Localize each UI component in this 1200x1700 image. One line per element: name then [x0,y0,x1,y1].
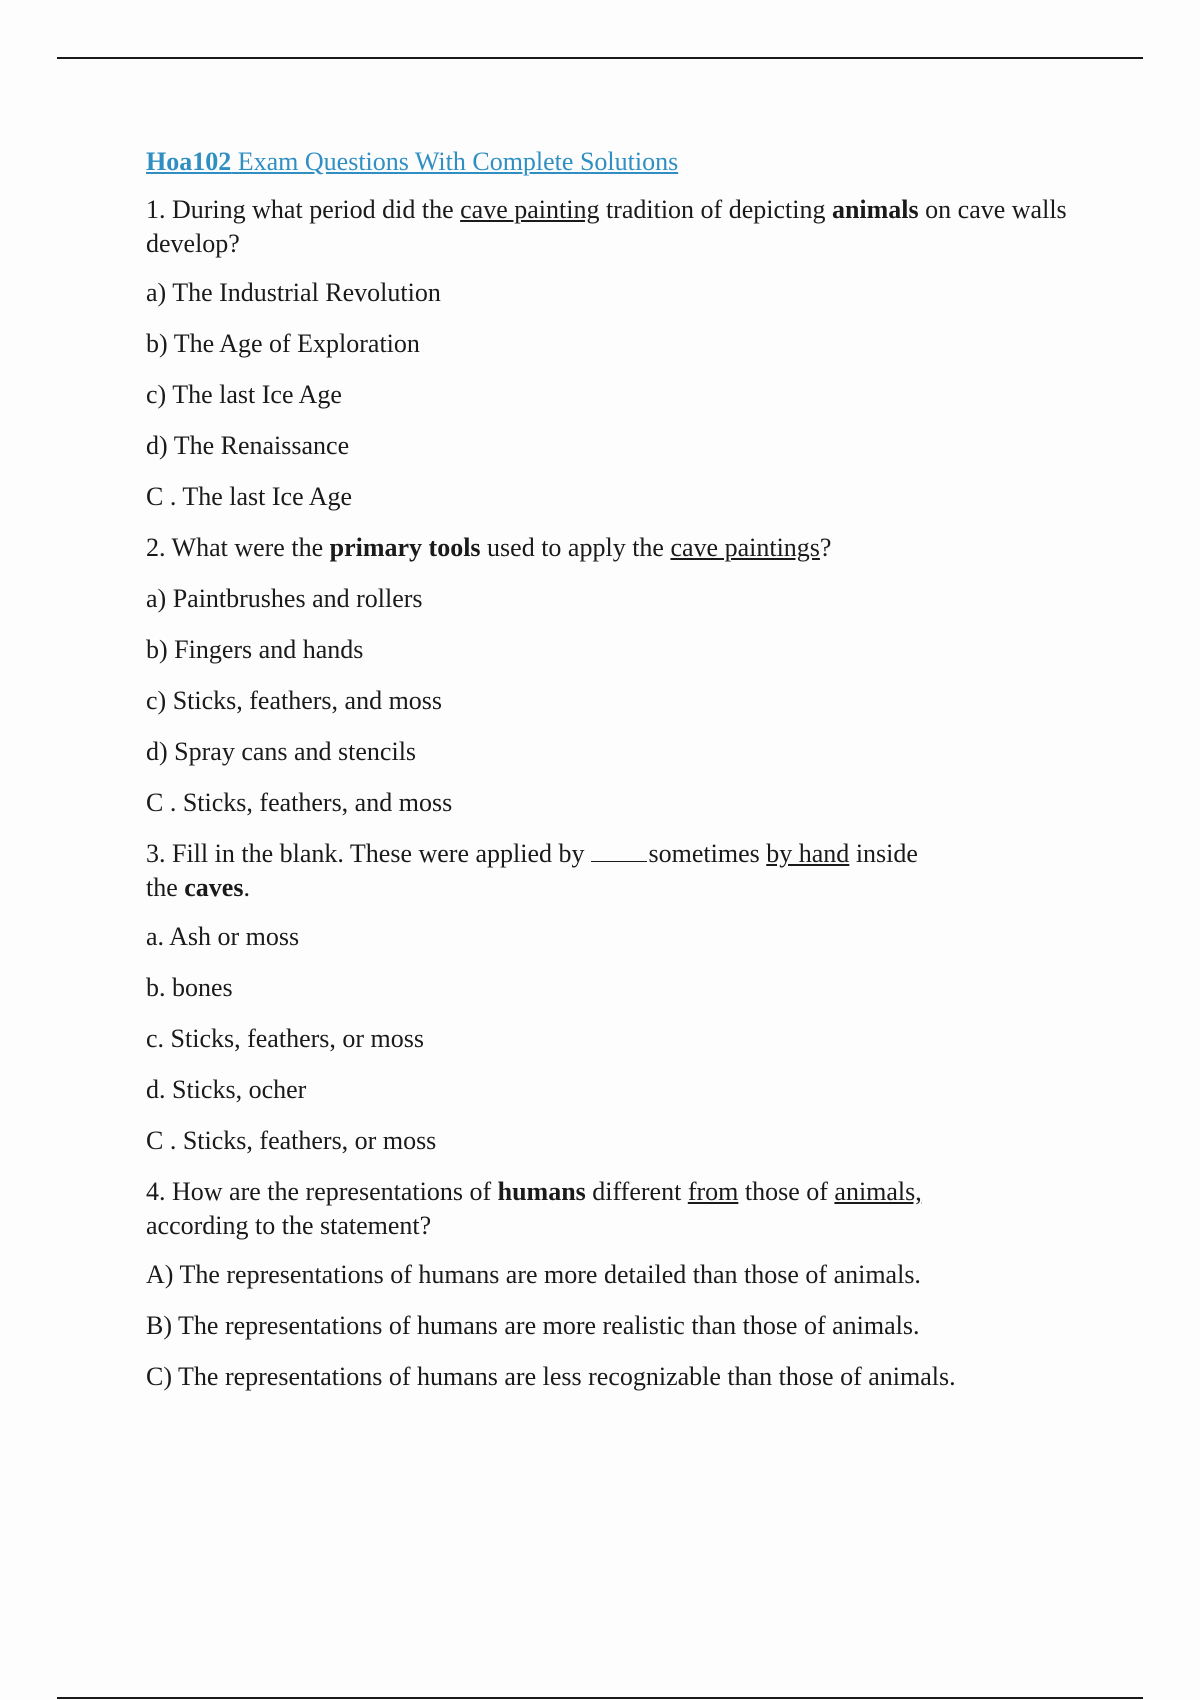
question-1-option-d: d) The Renaissance [146,431,350,460]
question-3-option-d: d. Sticks, ocher [146,1075,307,1104]
question-1-option-b: b) The Age of Exploration [146,329,420,358]
fill-in-blank [591,839,647,862]
question-2: 2. What were the primary tools used to apply the cave paintings? [146,533,832,562]
bottom-rule [57,1697,1143,1699]
question-1-option-c: c) The last Ice Age [146,380,342,409]
question-4: 4. How are the representations of humans different from those of animals, according to the statement? [146,1177,922,1240]
question-2-option-c: c) Sticks, feathers, and moss [146,686,443,715]
question-1: 1. During what period did the cave painting tradition of depicting animals on cave walls develop? [146,195,1067,258]
question-3-answer: C . Sticks, feathers, or moss [146,1126,437,1155]
question-1-option-a: a) The Industrial Revolution [146,278,441,307]
document-body [146,145,1086,1411]
top-rule [57,57,1143,59]
question-3-option-b: b. bones [146,973,233,1002]
question-3: 3. Fill in the blank. These were applied by sometimes by hand inside the caves. [146,839,918,902]
question-4-option-a: A) The representations of humans are more detailed than those of animals. [146,1260,921,1289]
question-4-option-c: C) The representations of humans are less recognizable than those of animals. [146,1362,956,1391]
question-3-option-c: c. Sticks, feathers, or moss [146,1024,425,1053]
question-2-answer: C . Sticks, feathers, and moss [146,788,453,817]
question-3-option-a: a. Ash or moss [146,922,300,951]
question-2-option-a: a) Paintbrushes and rollers [146,584,423,613]
question-1-answer: C . The last Ice Age [146,482,353,511]
document-title[interactable]: Hoa102 Exam Questions With Complete Solutions [146,147,679,176]
question-4-option-b: B) The representations of humans are more realistic than those of animals. [146,1311,920,1340]
question-2-option-b: b) Fingers and hands [146,635,364,664]
question-2-option-d: d) Spray cans and stencils [146,737,417,766]
